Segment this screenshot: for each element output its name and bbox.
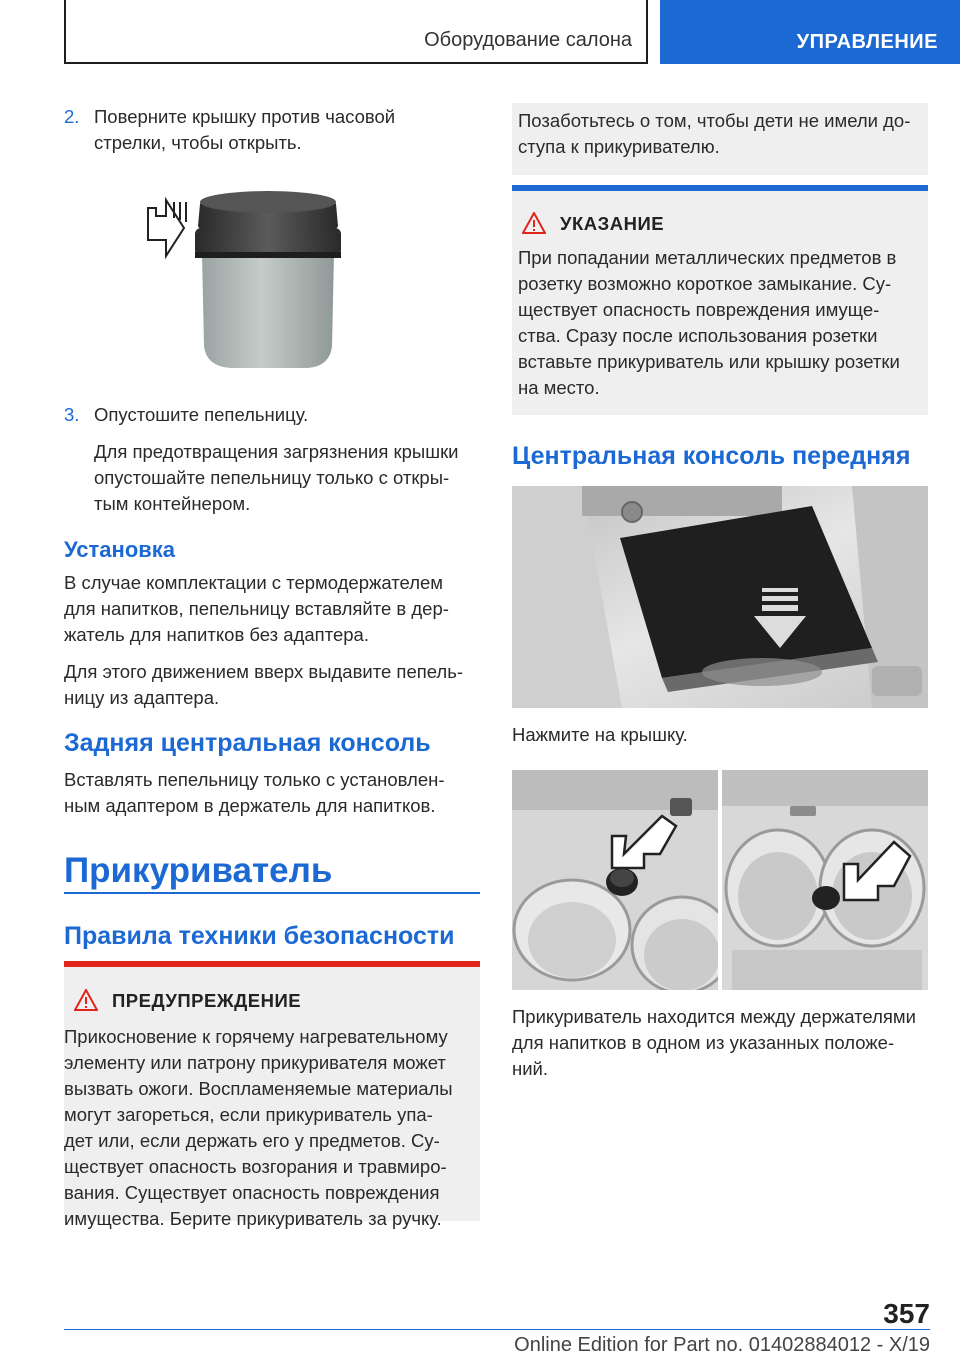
notice-line-2: розетку возможно короткое замыкание. Су- (518, 273, 892, 294)
front-console-photo (512, 486, 928, 708)
step-2-line-1: Поверните крышку против часовой (94, 106, 396, 127)
heading-install: Установка (64, 537, 176, 562)
notice-line-4: ства. Сразу после использования розетки (518, 325, 878, 346)
header-section-title: Оборудование салона (424, 29, 632, 51)
heading-lighter: Прикуриватель (64, 851, 333, 890)
notice-line-1: При попадании металлических предметов в (518, 247, 897, 268)
heading-rear-console: Задняя центральная консоль (64, 729, 431, 757)
front-caption-2-line-2: для напитков в одном из указанных положе- (512, 1032, 895, 1053)
warning-triangle-icon (74, 989, 98, 1011)
step-3-number: 3. (64, 404, 80, 425)
notice-line-3: ществует опасность повреждения имуще- (518, 299, 880, 320)
step-3-line-3: тым контейнером. (94, 493, 251, 514)
install-p1-line-1: В случае комплектации с термодержателем (64, 572, 444, 593)
notice-line-5: вставьте прикуриватель или крышку розетки (518, 351, 900, 372)
warning-line-4: могут загореться, если прикуриватель упа- (64, 1104, 433, 1125)
rear-line-2: ным адаптером в держатель для напитков. (64, 795, 436, 816)
warning-line-1: Прикосновение к горячему нагревательному (64, 1026, 448, 1047)
install-p2-line-2: ницу из адаптера. (64, 687, 220, 708)
warning-bar (64, 961, 480, 967)
heading-safety-rules: Правила техники безопасности (64, 922, 455, 950)
notice-bar (512, 185, 928, 191)
warning-continued-line-2: ступа к прикуривателю. (518, 136, 720, 157)
warning-line-8: имущества. Берите прикуриватель за ручку. (64, 1208, 442, 1229)
ashtray-lid-illustration (140, 186, 360, 376)
warning-line-3: вызвать ожоги. Воспламеняемые материалы (64, 1078, 453, 1099)
front-caption-1: Нажмите на крышку. (512, 724, 688, 745)
warning-title: ПРЕДУПРЕЖДЕНИЕ (112, 990, 302, 1011)
step-2-line-2: стрелки, чтобы открыть. (94, 132, 302, 153)
step-3-title: Опустошите пепельницу. (94, 404, 309, 425)
footer-rule (64, 1329, 930, 1330)
heading-front-console: Центральная консоль передняя (512, 442, 911, 470)
rear-line-1: Вставлять пепельницу только с установлен- (64, 769, 445, 790)
install-p1-line-3: жатель для напитков без адаптера. (64, 624, 369, 645)
notice-triangle-icon (522, 212, 546, 234)
header-chapter-tab[interactable] (660, 0, 960, 64)
header-chapter-title: УПРАВЛЕНИЕ (796, 31, 938, 53)
install-p2-line-1: Для этого движением вверх выдавите пепель- (64, 661, 464, 682)
warning-line-2: элементу или патрону прикуривателя может (64, 1052, 446, 1073)
step-2-number: 2. (64, 106, 80, 127)
front-caption-2-line-3: ний. (512, 1058, 549, 1079)
warning-continued-line-1: Позаботьтесь о том, чтобы дети не имели до- (518, 110, 911, 131)
front-caption-2-line-1: Прикуриватель находится между держателями (512, 1006, 916, 1027)
notice-title: УКАЗАНИЕ (560, 213, 665, 234)
warning-line-6: ществует опасность возгорания и травмиро- (64, 1156, 447, 1177)
notice-line-6: на место. (518, 377, 600, 398)
step-3-line-2: опустошайте пепельницу только с откры- (94, 467, 450, 488)
install-p1-line-2: для напитков, пепельницу вставляйте в дер- (64, 598, 449, 619)
step-3-line-1: Для предотвращения загрязнения крышки (94, 441, 459, 462)
lighter-position-photo-1 (512, 770, 718, 990)
page-number: 357 (883, 1298, 930, 1329)
warning-line-7: вания. Существует опасность повреждения (64, 1182, 440, 1203)
footer-edition: Online Edition for Part no. 01402884012 - X/19 (514, 1334, 930, 1356)
warning-line-5: дет или, если держать его у предметов. Су- (64, 1130, 440, 1151)
heading-underline (64, 892, 480, 894)
lighter-position-photo-2 (722, 770, 928, 990)
header-section-box (64, 0, 648, 64)
